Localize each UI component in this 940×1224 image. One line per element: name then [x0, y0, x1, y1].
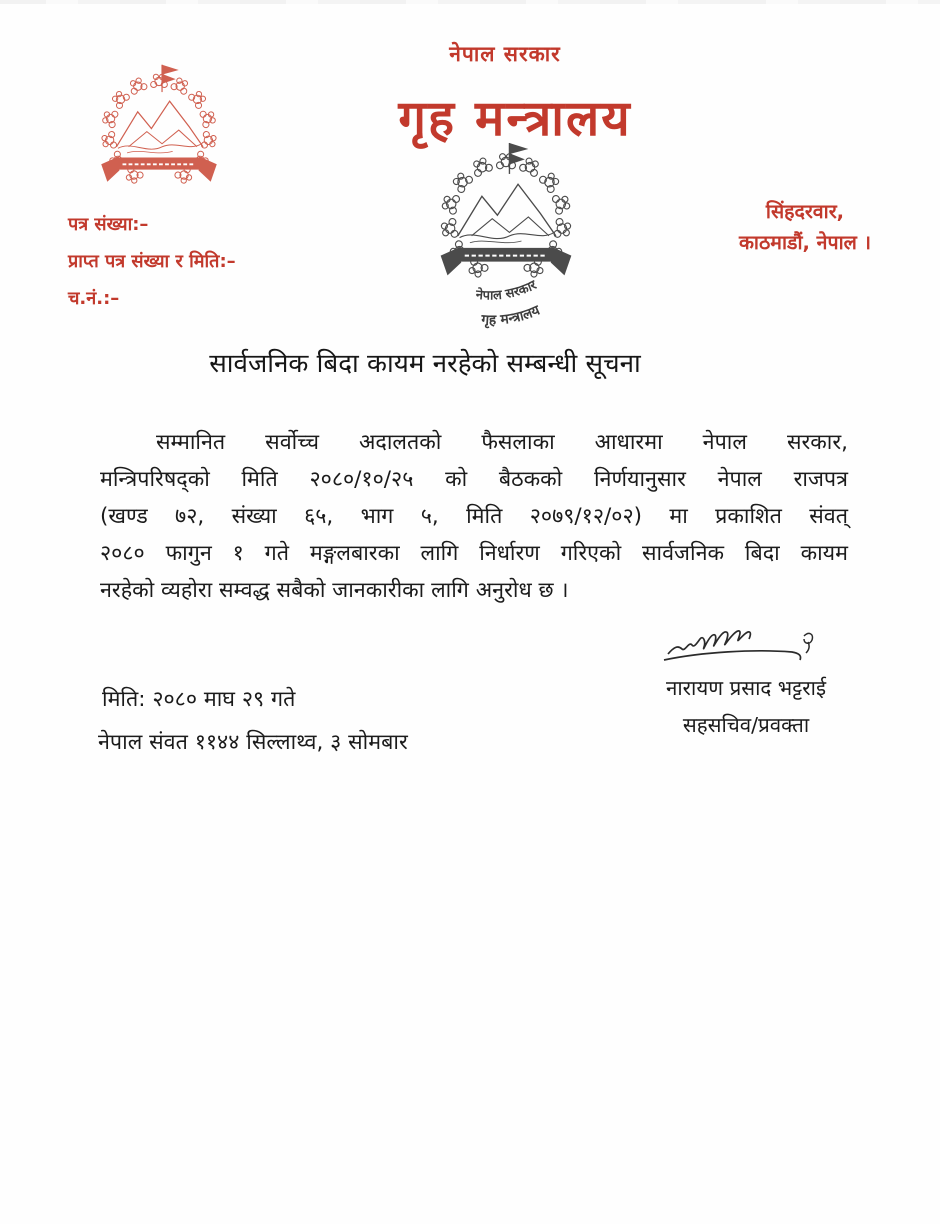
- ref-label-received-letter: प्राप्त पत्र संख्या र मिति:–: [68, 251, 236, 272]
- reference-block: [68, 206, 236, 317]
- date-bikram-sambat: मिति: २०८० माघ २९ गते: [102, 687, 296, 712]
- date-nepal-sambat: नेपाल संवत ११४४ सिल्लाथ्व, ३ सोमबार: [98, 730, 408, 755]
- body-line: मन्त्रिपरिषद्को मिति २०८०/१०/२५ को बैठकको निर्णयानुसार नेपाल राजपत्र: [100, 467, 848, 492]
- signatory-name: नारायण प्रसाद भट्टराई: [665, 676, 827, 700]
- signature-block: [612, 628, 880, 739]
- svg-text:नेपाल सरकार: [471, 276, 540, 308]
- address-line-2: काठमाडौं, नेपाल ।: [738, 231, 872, 254]
- seal-text-government: नेपाल सरकार: [475, 277, 540, 304]
- body-line: २०८० फागुन १ गते मङ्गलबारका लागि निर्धारण गरिएको सार्वजनिक बिदा कायम: [100, 541, 848, 566]
- ref-label-serial-number: च.नं.:–: [68, 288, 120, 309]
- notice-body: [100, 424, 848, 609]
- body-line: (खण्ड ७२, संख्या ६५, भाग ५, मिति २०७९/१२/०२) मा प्रकाशित संवत्: [100, 504, 848, 529]
- ministry-name: गृह मन्त्रालय: [398, 90, 632, 147]
- address-line-1: सिंहदरवार,: [765, 200, 845, 223]
- body-line: सम्मानित सर्वोच्च अदालतको फैसलाका आधारमा नेपाल सरकार,: [156, 430, 848, 455]
- handwritten-signature: [658, 628, 834, 672]
- svg-text:गृह मन्त्रालय: [477, 301, 544, 332]
- signatory-designation: सहसचिव/प्रवक्ता: [682, 713, 810, 737]
- government-name: नेपाल सरकार: [449, 42, 561, 66]
- notice-title: सार्वजनिक बिदा कायम नरहेको सम्बन्धी सूचना: [209, 349, 641, 379]
- ministry-seal-icon: [420, 136, 592, 334]
- ref-label-letter-number: पत्र संख्या:–: [68, 214, 149, 235]
- seal-text-ministry: गृह मन्त्रालय: [480, 302, 543, 329]
- scan-artifact-top-edge: [0, 0, 940, 4]
- body-line: नरहेको व्यहोरा सम्वद्ध सबैको जानकारीका लागि अनुरोध छ ।: [100, 578, 569, 603]
- address-block: [690, 196, 920, 258]
